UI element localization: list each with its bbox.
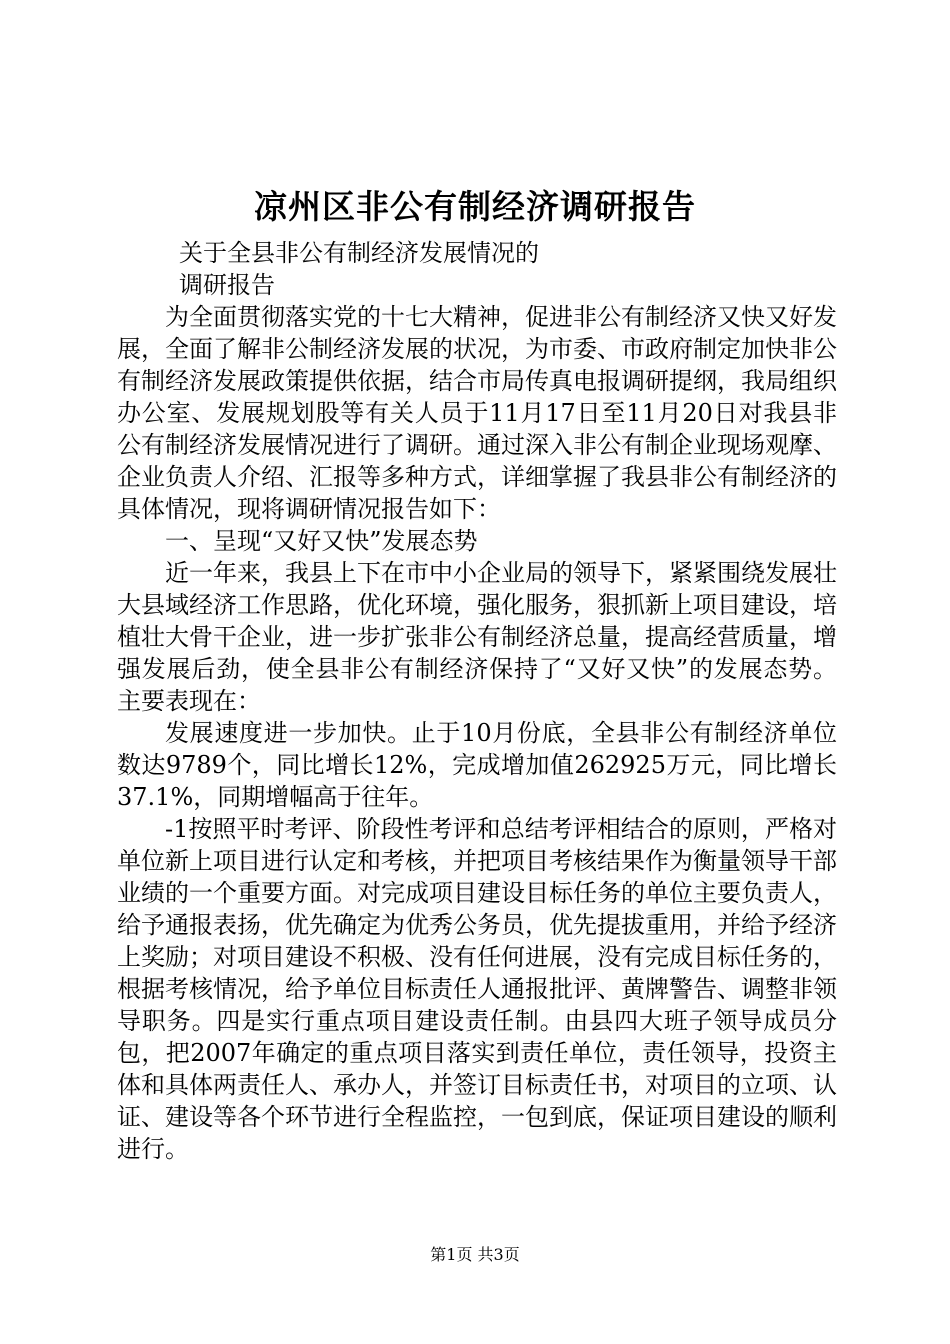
paragraph-growth: 发展速度进一步加快。止于10月份底，全县非公有制经济单位数达9789个，同比增长12%，完成增加值262925万元，同比增长37.1%，同期增幅高于往年。 (117, 719, 837, 811)
subtitle-line-2: 调研报告 (179, 271, 275, 299)
document-title: 凉州区非公有制经济调研报告 (254, 187, 696, 226)
document-body (117, 237, 837, 1165)
page-footer: 第1页 共3页 (430, 1245, 520, 1264)
paragraph-overview: 近一年来，我县上下在市中小企业局的领导下，紧紧围绕发展壮大县域经济工作思路，优化环境，强化服务，狠抓新上项目建设，培植壮大骨干企业，进一步扩张非公有制经济总量，提高经营质量，增强发展后劲，使全县非公有制经济保持了“又好又快”的发展态势。主要表现在： (117, 559, 837, 715)
subtitle-line-1: 关于全县非公有制经济发展情况的 (179, 239, 539, 267)
paragraph-intro: 为全面贯彻落实党的十七大精神，促进非公有制经济又快又好发展，全面了解非公制经济发展的状况，为市委、市政府制定加快非公有制经济发展政策提供依据，结合市局传真电报调研提纲，我局组织办公室、发展规划股等有关人员于11月17日至11月20日对我县非公有制经济发展情况进行了调研。通过深入非公有制企业现场观摩、企业负责人介绍、汇报等多种方式，详细掌握了我县非公有制经济的具体情况，现将调研情况报告如下： (117, 303, 837, 523)
section-heading: 一、呈现“又好又快”发展态势 (165, 527, 478, 555)
paragraph-assessment: -1按照平时考评、阶段性考评和总结考评相结合的原则，严格对单位新上项目进行认定和考核，并把项目考核结果作为衡量领导干部业绩的一个重要方面。对完成项目建设目标任务的单位主要负责人，给予通报表扬，优先确定为优秀公务员，优先提拔重用，并给予经济上奖励；对项目建设不积极、没有任何进展，没有完成目标任务的，根据考核情况，给予单位目标责任人通报批评、黄牌警告、调整非领导职务。四是实行重点项目建设责任制。由县四大班子领导成员分包，把2007年确定的重点项目落实到责任单位，责任领导，投资主体和具体两责任人、承办人，并签订目标责任书，对项目的立项、认证、建设等各个环节进行全程监控，一包到底，保证项目建设的顺利进行。 (117, 815, 837, 1163)
